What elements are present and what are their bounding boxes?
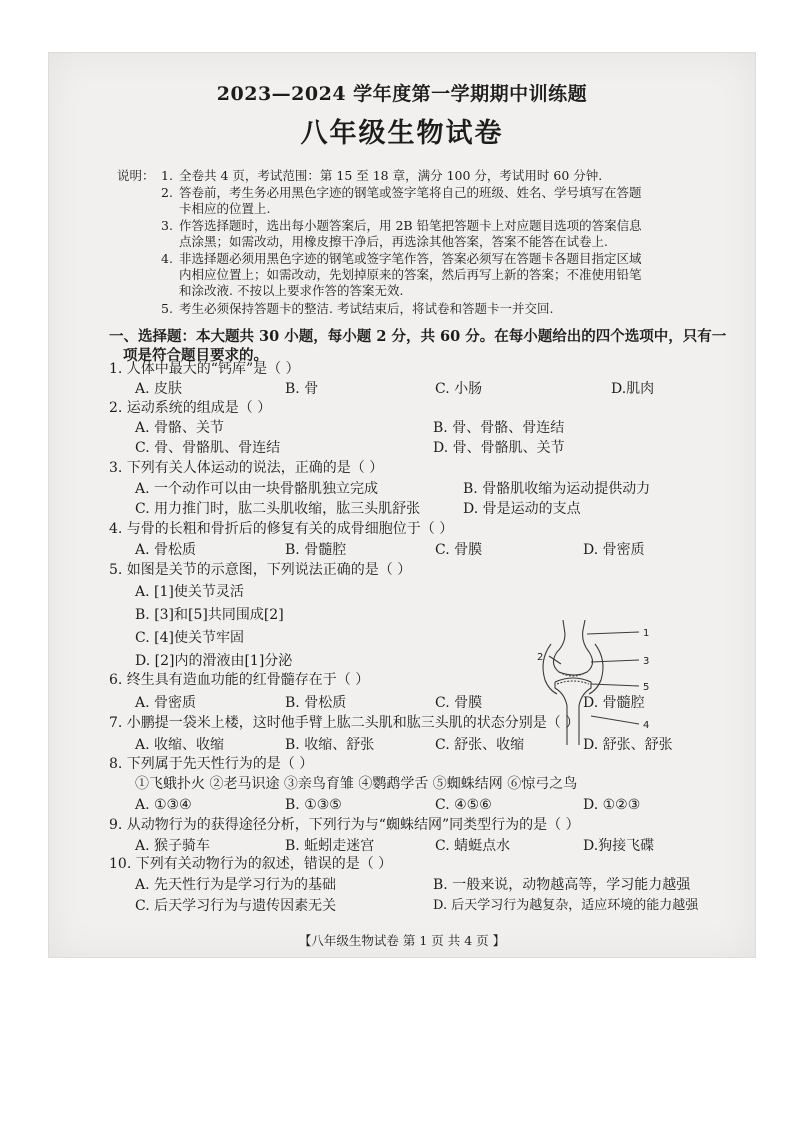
diagram-label: 4 bbox=[643, 720, 650, 731]
option-a: A. 先天性行为是学习行为的基础 bbox=[135, 877, 337, 893]
option-a: A. 猴子骑车 bbox=[135, 838, 211, 854]
question-stem: 4. 与骨的长粗和骨折后的修复有关的成骨细胞位于（ ） bbox=[109, 521, 454, 537]
option-b: B. 骨、骨骼、骨连结 bbox=[433, 420, 565, 436]
instruction-line: 非选择题必须用黑色字迹的钢笔或签字笔作答，答案必须写在答题卡各题目指定区域 bbox=[179, 251, 642, 266]
choice-list: ①飞蛾扑火 ②老马识途 ③亲鸟育雏 ④鹦鹉学舌 ⑤蜘蛛结网 ⑥惊弓之鸟 bbox=[135, 776, 578, 792]
exam-paper bbox=[48, 52, 756, 958]
option-c: C. [4]使关节牢固 bbox=[135, 630, 244, 646]
option-b: B. 收缩、舒张 bbox=[285, 737, 375, 753]
question-stem: 8. 下列属于先天性行为的是（ ） bbox=[109, 756, 314, 772]
option-d: D. 骨髓腔 bbox=[583, 695, 645, 711]
question-stem: 1. 人体中最大的“钙库”是（ ） bbox=[109, 361, 300, 377]
instruction-number: 5. bbox=[161, 301, 173, 316]
diagram-label: 3 bbox=[643, 656, 650, 667]
diagram-label: 5 bbox=[643, 682, 650, 693]
question-stem: 2. 运动系统的组成是（ ） bbox=[109, 400, 272, 416]
option-b: B. 一般来说，动物越高等，学习能力越强 bbox=[433, 877, 691, 893]
instructions-label: 说明： bbox=[117, 168, 155, 183]
option-a: A. 骨骼、关节 bbox=[135, 420, 225, 436]
option-c: C. 后天学习行为与遗传因素无关 bbox=[135, 898, 337, 914]
option-d: D. ①②③ bbox=[583, 797, 641, 813]
option-c: C. 骨膜 bbox=[435, 695, 483, 711]
diagram-label: 2 bbox=[537, 652, 544, 663]
option-a: A. [1]使关节灵活 bbox=[135, 584, 244, 600]
option-d: D. 骨密质 bbox=[583, 542, 645, 558]
option-d: D.狗接飞碟 bbox=[583, 838, 655, 854]
instruction-line: 答卷前，考生务必用黑色字迹的钢笔或签字笔将自己的班级、姓名、学号填写在答题 bbox=[179, 185, 642, 200]
option-a: A. 皮肤 bbox=[135, 381, 183, 397]
instruction-line: 内相应位置上；如需改动，先划掉原来的答案，然后再写上新的答案；不准使用铅笔 bbox=[179, 267, 642, 282]
option-a: A. 骨松质 bbox=[135, 542, 197, 558]
option-c: C. ④⑤⑥ bbox=[435, 797, 492, 813]
option-c: C. 蜻蜓点水 bbox=[435, 838, 511, 854]
exam-year-title: 2023—2024 学年度第一学期期中训练题 bbox=[216, 83, 588, 105]
option-c: C. 小肠 bbox=[435, 381, 483, 397]
option-b: B. 蚯蚓走迷宫 bbox=[285, 838, 375, 854]
option-b: B. 骨松质 bbox=[285, 695, 347, 711]
instruction-line: 和涂改液. 不按以上要求作答的答案无效. bbox=[179, 283, 404, 298]
exam-subject-title: 八年级生物试卷 bbox=[300, 118, 504, 149]
option-c: C. 骨、骨骼肌、骨连结 bbox=[135, 440, 281, 456]
question-stem: 10. 下列有关动物行为的叙述，错误的是（ ） bbox=[109, 856, 393, 872]
diagram-label: 1 bbox=[643, 628, 650, 639]
section-heading-line: 项是符合题目要求的。 bbox=[123, 347, 268, 364]
option-c: C. 用力推门时，肱二头肌收缩，肱三头肌舒张 bbox=[135, 501, 421, 517]
question-stem: 3. 下列有关人体运动的说法，正确的是（ ） bbox=[109, 460, 384, 476]
option-a: A. 收缩、收缩 bbox=[135, 737, 225, 753]
option-d: D. 骨是运动的支点 bbox=[463, 501, 581, 517]
option-b: B. 骨髓腔 bbox=[285, 542, 347, 558]
question-stem: 9. 从动物行为的获得途径分析，下列行为与“蜘蛛结网”同类型行为的是（ ） bbox=[109, 817, 580, 833]
page-footer: 【八年级生物试卷 第 1 页 共 4 页 】 bbox=[298, 933, 506, 948]
instruction-line: 考生必须保持答题卡的整洁. 考试结束后，将试卷和答题卡一并交回. bbox=[179, 301, 554, 316]
option-c: C. 骨膜 bbox=[435, 542, 483, 558]
instruction-line: 全卷共 4 页，考试范围：第 15 至 18 章，满分 100 分，考试用时 60 分钟. bbox=[179, 168, 603, 183]
option-d: D. [2]内的滑液由[1]分泌 bbox=[135, 653, 293, 669]
instruction-line: 作答选择题时，选出每小题答案后，用 2B 铅笔把答题卡上对应题目选项的答案信息 bbox=[179, 218, 642, 233]
instruction-number: 3. bbox=[161, 218, 173, 233]
question-stem: 5. 如图是关节的示意图，下列说法正确的是（ ） bbox=[109, 562, 412, 578]
instruction-number: 4. bbox=[161, 251, 173, 266]
instruction-number: 2. bbox=[161, 185, 173, 200]
option-b: B. ①③⑤ bbox=[285, 797, 342, 813]
option-d: D. 骨、骨骼肌、关节 bbox=[433, 440, 565, 456]
option-a: A. 骨密质 bbox=[135, 695, 197, 711]
section-heading-line: 一、选择题：本大题共 30 小题，每小题 2 分，共 60 分。在每小题给出的四个选项中，只有一 bbox=[109, 328, 727, 345]
question-stem: 6. 终生具有造血功能的红骨髓存在于（ ） bbox=[109, 672, 370, 688]
option-d: D.肌肉 bbox=[611, 381, 655, 397]
option-a: A. 一个动作可以由一块骨骼肌独立完成 bbox=[135, 481, 379, 497]
option-b: B. [3]和[5]共同围成[2] bbox=[135, 607, 284, 623]
question-stem: 7. 小鹏提一袋米上楼，这时他手臂上肱二头肌和肱三头肌的状态分别是（ ） bbox=[109, 715, 580, 731]
instruction-number: 1. bbox=[161, 168, 173, 183]
instructions bbox=[117, 168, 737, 318]
instruction-line: 点涂黑；如需改动，用橡皮擦干净后，再选涂其他答案，答案不能答在试卷上. bbox=[179, 234, 608, 249]
option-b: B. 骨 bbox=[285, 381, 319, 397]
instruction-line: 卡相应的位置上. bbox=[179, 201, 271, 216]
option-a: A. ①③④ bbox=[135, 797, 192, 813]
option-b: B. 骨骼肌收缩为运动提供动力 bbox=[463, 481, 651, 497]
option-d: D. 舒张、舒张 bbox=[583, 737, 673, 753]
option-c: C. 舒张、收缩 bbox=[435, 737, 525, 753]
option-d: D. 后天学习行为越复杂，适应环境的能力越强 bbox=[433, 898, 699, 913]
